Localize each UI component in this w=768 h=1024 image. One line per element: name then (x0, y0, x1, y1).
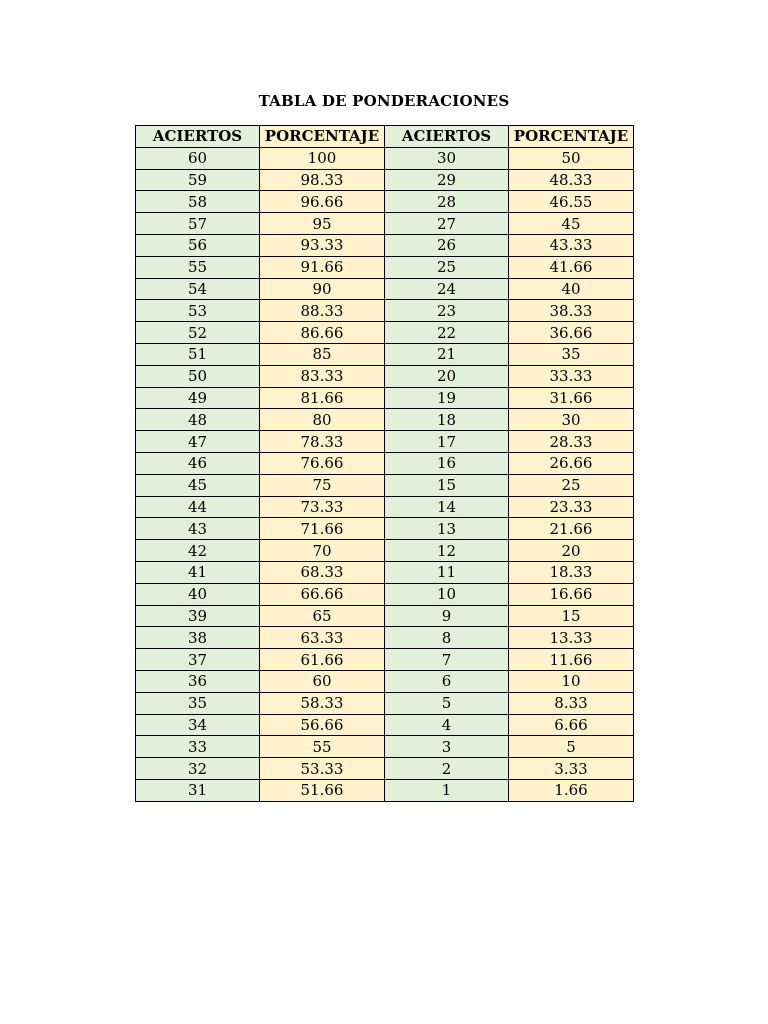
table-row (136, 605, 634, 627)
cell-aciertos-right: 27 (385, 213, 509, 235)
cell-aciertos-right: 6 (385, 670, 509, 692)
cell-porcentaje-right: 3.33 (509, 758, 634, 780)
table-row (136, 213, 634, 235)
table-row (136, 256, 634, 278)
table-row (136, 736, 634, 758)
cell-aciertos-right: 4 (385, 714, 509, 736)
cell-aciertos-left: 37 (136, 649, 260, 671)
table-row (136, 692, 634, 714)
cell-porcentaje-left: 98.33 (260, 169, 385, 191)
header-aciertos-left: ACIERTOS (136, 126, 260, 148)
cell-aciertos-left: 47 (136, 431, 260, 453)
cell-porcentaje-right: 5 (509, 736, 634, 758)
cell-aciertos-right: 7 (385, 649, 509, 671)
table-row (136, 452, 634, 474)
cell-porcentaje-left: 55 (260, 736, 385, 758)
cell-porcentaje-right: 16.66 (509, 583, 634, 605)
cell-porcentaje-right: 43.33 (509, 234, 634, 256)
table-row (136, 474, 634, 496)
cell-porcentaje-right: 25 (509, 474, 634, 496)
table-row (136, 387, 634, 409)
cell-porcentaje-right: 6.66 (509, 714, 634, 736)
table-row (136, 300, 634, 322)
cell-porcentaje-right: 50 (509, 147, 634, 169)
table-row (136, 779, 634, 801)
table-row (136, 191, 634, 213)
cell-porcentaje-left: 70 (260, 540, 385, 562)
cell-aciertos-right: 9 (385, 605, 509, 627)
cell-aciertos-left: 32 (136, 758, 260, 780)
cell-aciertos-right: 29 (385, 169, 509, 191)
cell-aciertos-left: 49 (136, 387, 260, 409)
cell-porcentaje-right: 33.33 (509, 365, 634, 387)
table-body (136, 147, 634, 801)
cell-aciertos-left: 54 (136, 278, 260, 300)
cell-porcentaje-left: 78.33 (260, 431, 385, 453)
cell-porcentaje-left: 53.33 (260, 758, 385, 780)
table-row (136, 147, 634, 169)
cell-porcentaje-right: 31.66 (509, 387, 634, 409)
cell-porcentaje-right: 13.33 (509, 627, 634, 649)
cell-porcentaje-right: 10 (509, 670, 634, 692)
cell-porcentaje-right: 46.55 (509, 191, 634, 213)
cell-porcentaje-left: 80 (260, 409, 385, 431)
cell-porcentaje-left: 95 (260, 213, 385, 235)
table-row (136, 670, 634, 692)
table-row (136, 365, 634, 387)
page-title: TABLA DE PONDERACIONES (258, 92, 510, 110)
cell-porcentaje-left: 76.66 (260, 452, 385, 474)
cell-aciertos-right: 8 (385, 627, 509, 649)
cell-porcentaje-left: 88.33 (260, 300, 385, 322)
cell-porcentaje-left: 66.66 (260, 583, 385, 605)
cell-aciertos-left: 35 (136, 692, 260, 714)
cell-porcentaje-left: 85 (260, 343, 385, 365)
cell-aciertos-right: 17 (385, 431, 509, 453)
cell-porcentaje-right: 41.66 (509, 256, 634, 278)
cell-porcentaje-right: 30 (509, 409, 634, 431)
cell-porcentaje-left: 93.33 (260, 234, 385, 256)
cell-aciertos-left: 56 (136, 234, 260, 256)
cell-aciertos-right: 13 (385, 518, 509, 540)
cell-porcentaje-left: 61.66 (260, 649, 385, 671)
table-row (136, 758, 634, 780)
cell-porcentaje-left: 60 (260, 670, 385, 692)
cell-aciertos-right: 11 (385, 561, 509, 583)
cell-aciertos-right: 20 (385, 365, 509, 387)
table-row (136, 409, 634, 431)
cell-aciertos-left: 45 (136, 474, 260, 496)
table-row (136, 649, 634, 671)
cell-aciertos-right: 30 (385, 147, 509, 169)
cell-aciertos-left: 50 (136, 365, 260, 387)
cell-porcentaje-right: 45 (509, 213, 634, 235)
cell-aciertos-right: 1 (385, 779, 509, 801)
cell-aciertos-right: 22 (385, 322, 509, 344)
cell-porcentaje-left: 75 (260, 474, 385, 496)
cell-aciertos-right: 23 (385, 300, 509, 322)
table-row (136, 431, 634, 453)
cell-aciertos-left: 53 (136, 300, 260, 322)
cell-aciertos-right: 14 (385, 496, 509, 518)
cell-aciertos-left: 33 (136, 736, 260, 758)
cell-aciertos-right: 2 (385, 758, 509, 780)
cell-porcentaje-left: 63.33 (260, 627, 385, 649)
cell-aciertos-left: 31 (136, 779, 260, 801)
cell-porcentaje-right: 8.33 (509, 692, 634, 714)
cell-porcentaje-right: 40 (509, 278, 634, 300)
ponderaciones-table (135, 125, 634, 802)
cell-aciertos-right: 10 (385, 583, 509, 605)
cell-porcentaje-left: 68.33 (260, 561, 385, 583)
cell-porcentaje-right: 20 (509, 540, 634, 562)
cell-porcentaje-right: 21.66 (509, 518, 634, 540)
cell-aciertos-left: 41 (136, 561, 260, 583)
cell-aciertos-left: 57 (136, 213, 260, 235)
cell-aciertos-left: 58 (136, 191, 260, 213)
table-row (136, 169, 634, 191)
cell-porcentaje-right: 28.33 (509, 431, 634, 453)
table-row (136, 278, 634, 300)
table-row (136, 234, 634, 256)
table-row (136, 714, 634, 736)
table-row (136, 496, 634, 518)
cell-aciertos-left: 43 (136, 518, 260, 540)
cell-porcentaje-right: 11.66 (509, 649, 634, 671)
header-aciertos-right: ACIERTOS (385, 126, 509, 148)
cell-aciertos-left: 44 (136, 496, 260, 518)
cell-porcentaje-left: 58.33 (260, 692, 385, 714)
cell-aciertos-left: 52 (136, 322, 260, 344)
cell-porcentaje-right: 48.33 (509, 169, 634, 191)
table-row (136, 627, 634, 649)
table-header-row (136, 126, 634, 148)
cell-aciertos-right: 5 (385, 692, 509, 714)
cell-aciertos-left: 36 (136, 670, 260, 692)
cell-aciertos-left: 46 (136, 452, 260, 474)
cell-porcentaje-left: 86.66 (260, 322, 385, 344)
table-row (136, 540, 634, 562)
header-porcentaje-right: PORCENTAJE (509, 126, 634, 148)
cell-aciertos-right: 18 (385, 409, 509, 431)
cell-aciertos-right: 16 (385, 452, 509, 474)
cell-aciertos-right: 24 (385, 278, 509, 300)
cell-porcentaje-left: 96.66 (260, 191, 385, 213)
cell-aciertos-left: 51 (136, 343, 260, 365)
cell-aciertos-right: 19 (385, 387, 509, 409)
cell-aciertos-left: 34 (136, 714, 260, 736)
cell-porcentaje-right: 36.66 (509, 322, 634, 344)
table-row (136, 518, 634, 540)
cell-porcentaje-right: 38.33 (509, 300, 634, 322)
cell-porcentaje-left: 90 (260, 278, 385, 300)
cell-porcentaje-left: 83.33 (260, 365, 385, 387)
cell-porcentaje-right: 18.33 (509, 561, 634, 583)
cell-aciertos-left: 48 (136, 409, 260, 431)
cell-aciertos-left: 39 (136, 605, 260, 627)
cell-aciertos-right: 28 (385, 191, 509, 213)
table-row (136, 343, 634, 365)
table-row (136, 561, 634, 583)
cell-aciertos-right: 26 (385, 234, 509, 256)
cell-porcentaje-left: 81.66 (260, 387, 385, 409)
cell-aciertos-left: 55 (136, 256, 260, 278)
cell-porcentaje-left: 51.66 (260, 779, 385, 801)
cell-porcentaje-left: 91.66 (260, 256, 385, 278)
cell-aciertos-left: 59 (136, 169, 260, 191)
header-porcentaje-left: PORCENTAJE (260, 126, 385, 148)
cell-aciertos-right: 21 (385, 343, 509, 365)
cell-porcentaje-left: 65 (260, 605, 385, 627)
cell-aciertos-left: 40 (136, 583, 260, 605)
cell-aciertos-left: 42 (136, 540, 260, 562)
cell-aciertos-right: 15 (385, 474, 509, 496)
table-row (136, 322, 634, 344)
cell-porcentaje-left: 56.66 (260, 714, 385, 736)
cell-aciertos-right: 3 (385, 736, 509, 758)
cell-aciertos-right: 12 (385, 540, 509, 562)
cell-aciertos-left: 60 (136, 147, 260, 169)
cell-porcentaje-right: 1.66 (509, 779, 634, 801)
cell-porcentaje-right: 26.66 (509, 452, 634, 474)
cell-porcentaje-left: 100 (260, 147, 385, 169)
table-row (136, 583, 634, 605)
cell-porcentaje-right: 35 (509, 343, 634, 365)
cell-porcentaje-right: 23.33 (509, 496, 634, 518)
cell-porcentaje-left: 73.33 (260, 496, 385, 518)
cell-aciertos-left: 38 (136, 627, 260, 649)
cell-porcentaje-left: 71.66 (260, 518, 385, 540)
cell-aciertos-right: 25 (385, 256, 509, 278)
cell-porcentaje-right: 15 (509, 605, 634, 627)
